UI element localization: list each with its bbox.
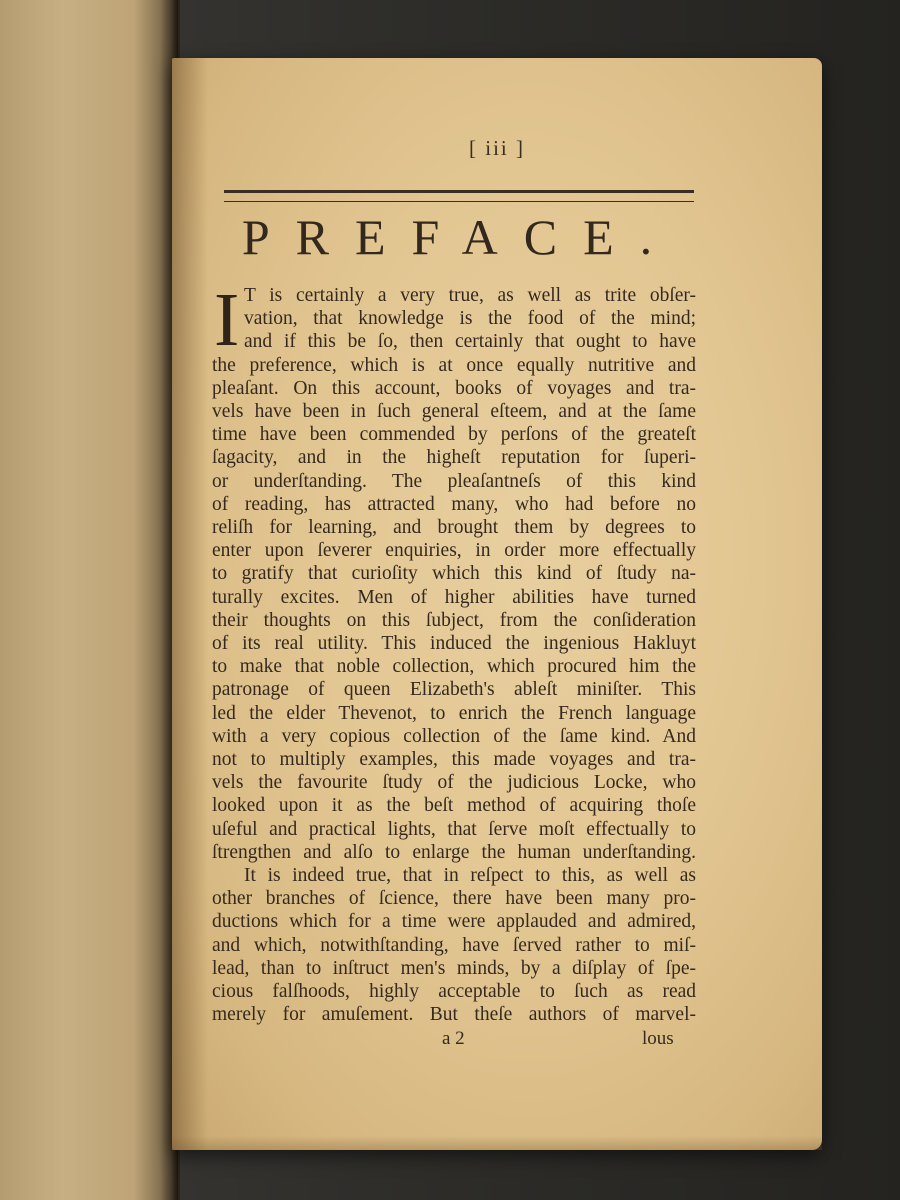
text-line: not to multiply examples, this made voyages and tra- <box>212 749 696 771</box>
text-line: led the elder Thevenot, to enrich the French language <box>212 702 696 724</box>
book-page <box>172 58 822 1150</box>
text-line: It is indeed true, that in reſpect to this, as well as <box>244 865 696 887</box>
header-double-rule <box>224 190 694 202</box>
facing-page <box>0 0 180 1200</box>
text-line: enter upon ſeverer enquiries, in order more effectually <box>212 540 696 562</box>
text-line: and if this be ſo, then certainly that ought to have <box>244 331 696 353</box>
text-line: vels have been in ſuch general eſteem, and at the ſame <box>212 401 696 423</box>
text-line: vation, that knowledge is the food of the mind; <box>244 308 696 330</box>
text-line: vels the favourite ſtudy of the judicious Locke, who <box>212 772 696 794</box>
text-line: and which, notwithſtanding, have ſerved rather to miſ- <box>212 934 696 956</box>
text-line: cious falſhoods, highly acceptable to ſuch as read <box>212 981 696 1003</box>
page-gutter-shadow <box>172 58 208 1150</box>
text-line: merely for amuſement. But theſe authors of marvel- <box>212 1004 696 1026</box>
text-line: reliſh for learning, and brought them by degrees to <box>212 517 696 539</box>
text-line: of reading, has attracted many, who had before no <box>212 493 696 515</box>
text-line: ſagacity, and in the higheſt reputation for ſuperi- <box>212 447 696 469</box>
text-line: their thoughts on this ſubject, from the conſideration <box>212 609 696 631</box>
page-bottom-edge <box>172 1136 822 1150</box>
text-line: with a very copious collection of the ſame kind. And <box>212 725 696 747</box>
text-line: to gratify that curioſity which this kind of ſtudy na- <box>212 563 696 585</box>
text-line: or underſtanding. The pleaſantneſs of this kind <box>212 470 696 492</box>
catchword: lous <box>642 1028 674 1049</box>
text-line: T is certainly a very true, as well as trite obſer- <box>244 285 696 306</box>
text-line: the preference, which is at once equally nutritive and <box>212 354 696 376</box>
page-title: PREFACE. <box>241 209 679 265</box>
text-line: time have been commended by perſons of the greateſt <box>212 424 696 446</box>
body-text <box>212 278 696 1027</box>
text-line: pleaſant. On this account, books of voyages and tra- <box>212 377 696 399</box>
text-line: uſeful and practical lights, that ſerve moſt effectually to <box>212 818 696 840</box>
drop-cap: I <box>214 278 240 362</box>
text-line: ductions which for a time were applauded and admired, <box>212 911 696 933</box>
text-line: other branches of ſcience, there have been many pro- <box>212 888 696 910</box>
text-line: looked upon it as the beſt method of acquiring thoſe <box>212 795 696 817</box>
text-line: turally excites. Men of higher abilities have turned <box>212 586 696 608</box>
signature-mark: a 2 <box>442 1028 465 1049</box>
text-line: to make that noble collection, which procured him the <box>212 656 696 678</box>
text-line: ſtrengthen and alſo to enlarge the human underſtanding. <box>212 841 696 863</box>
text-line: lead, than to inſtruct men's minds, by a diſplay of ſpe- <box>212 957 696 979</box>
page-number: [ iii ] <box>469 136 525 160</box>
text-line: patronage of queen Elizabeth's ableſt miniſter. This <box>212 679 696 701</box>
text-line: of its real utility. This induced the ingenious Hakluyt <box>212 633 696 655</box>
